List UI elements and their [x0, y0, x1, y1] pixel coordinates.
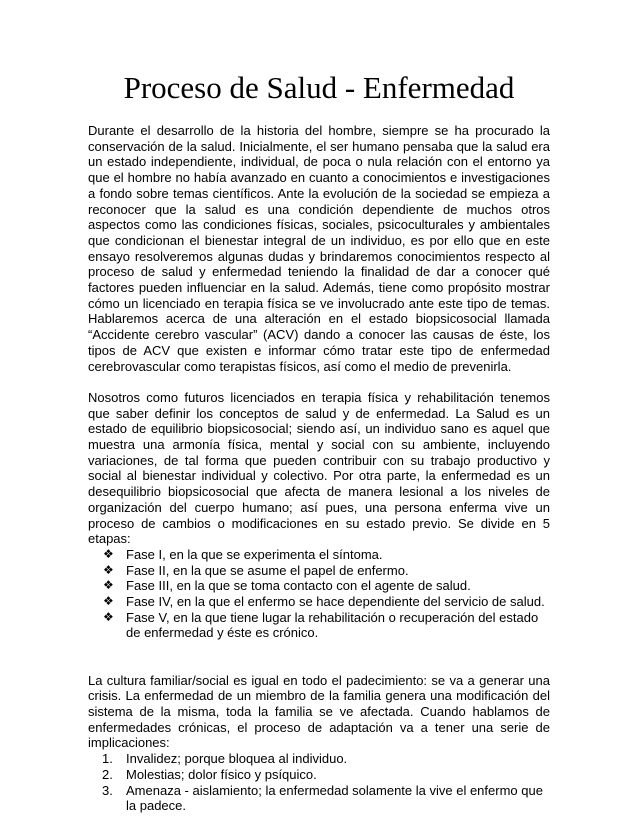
- phase-text: Fase V, en la que tiene lugar la rehabilitación o recuperación del estado de enfermedad y éste es crónico.: [126, 609, 539, 641]
- list-item: [88, 767, 550, 783]
- implication-text: Amenaza - aislamiento; la enfermedad solamente la vive el enfermo que la padece.: [126, 782, 543, 814]
- diamond-bullet-icon: ❖: [103, 609, 114, 624]
- diamond-bullet-icon: ❖: [103, 594, 114, 609]
- list-item: [88, 547, 550, 563]
- list-item: [88, 610, 550, 641]
- phase-text: Fase II, en la que se asume el papel de enfermo.: [126, 562, 409, 578]
- document-body: [88, 123, 550, 814]
- phase-text: Fase III, en la que se toma contacto con el agente de salud.: [126, 578, 471, 594]
- diamond-bullet-icon: ❖: [103, 546, 114, 561]
- paragraph-family: La cultura familiar/social es igual en todo el padecimiento: se va a generar una crisis. La enfermedad de un miembro de la familia genera una modificación del sistema de la misma, toda la familia se ve afectada. Cuando hablamos de enfermedades crónicas, el proceso de adaptación va a tener una serie de implicaciones:: [88, 672, 550, 751]
- implication-text: Invalidez; porque bloquea al individuo.: [126, 751, 348, 767]
- list-item: [88, 578, 550, 594]
- list-number: 2.: [102, 766, 113, 782]
- list-number: 3.: [102, 782, 113, 798]
- list-item: [88, 563, 550, 579]
- list-item: [88, 594, 550, 610]
- paragraph-intro: Durante el desarrollo de la historia del hombre, siempre se ha procurado la conservación de la salud. Inicialmente, el ser humano pensaba que la salud era un estado independiente, individual, de poca o nula relación con el entorno ya que el hombre no había avanzado en cuanto a conocimientos e investigaciones a fondo sobre temas científicos. Ante la evolución de la sociedad se empieza a reconocer que la salud es una condición dependiente de muchos otros aspectos como las condiciones físicas, sociales, psicoculturales y ambientales que condicionan el bienestar integral de un individuo, es por ello que en este ensayo resolveremos algunas dudas y brindaremos conocimientos respecto al proceso de salud y enfermedad teniendo la finalidad de dar a conocer qué factores pueden influenciar en la salud. Además, tiene como propósito mostrar cómo un licenciado en terapia física se ve involucrado ante este tipo de temas. Hablaremos acerca de una alteración en el estado biopsicosocial llamada “Accidente cerebro vascular” (ACV) dando a conocer las causas de éste, los tipos de ACV que existen e informar cómo tratar este tipo de enfermedad cerebrovascular como terapistas físicos, así como el medio de prevenirla.: [88, 123, 550, 374]
- list-item: [88, 751, 550, 767]
- diamond-bullet-icon: ❖: [103, 578, 114, 593]
- list-number: 1.: [102, 751, 113, 767]
- diamond-bullet-icon: ❖: [103, 562, 114, 577]
- list-item: [88, 783, 550, 814]
- document-title: Proceso de Salud - Enfermedad: [123, 70, 515, 105]
- phases-list: [88, 547, 550, 641]
- phase-text: Fase I, en la que se experimenta el síntoma.: [126, 546, 383, 562]
- paragraph-definitions: Nosotros como futuros licenciados en terapia física y rehabilitación tenemos que saber definir los conceptos de salud y de enfermedad. La Salud es un estado de equilibrio biopsicosocial; siendo así, un individuo sano es aquel que muestra una armonía física, mental y social con su ambiente, incluyendo variaciones, de tal forma que pueden contribuir con su trabajo productivo y social al bienestar individual y colectivo. Por otra parte, la enfermedad es un desequilibrio biopsicosocial que afecta de manera lesional a los niveles de organización del cuerpo humano; así pues, una persona enferma vive un proceso de cambios o modificaciones en su estado previo. Se divide en 5 etapas:: [88, 389, 550, 547]
- phase-text: Fase IV, en la que el enfermo se hace dependiente del servicio de salud.: [126, 594, 545, 610]
- implication-text: Molestias; dolor físico y psíquico.: [126, 766, 317, 782]
- implications-list: [88, 751, 550, 814]
